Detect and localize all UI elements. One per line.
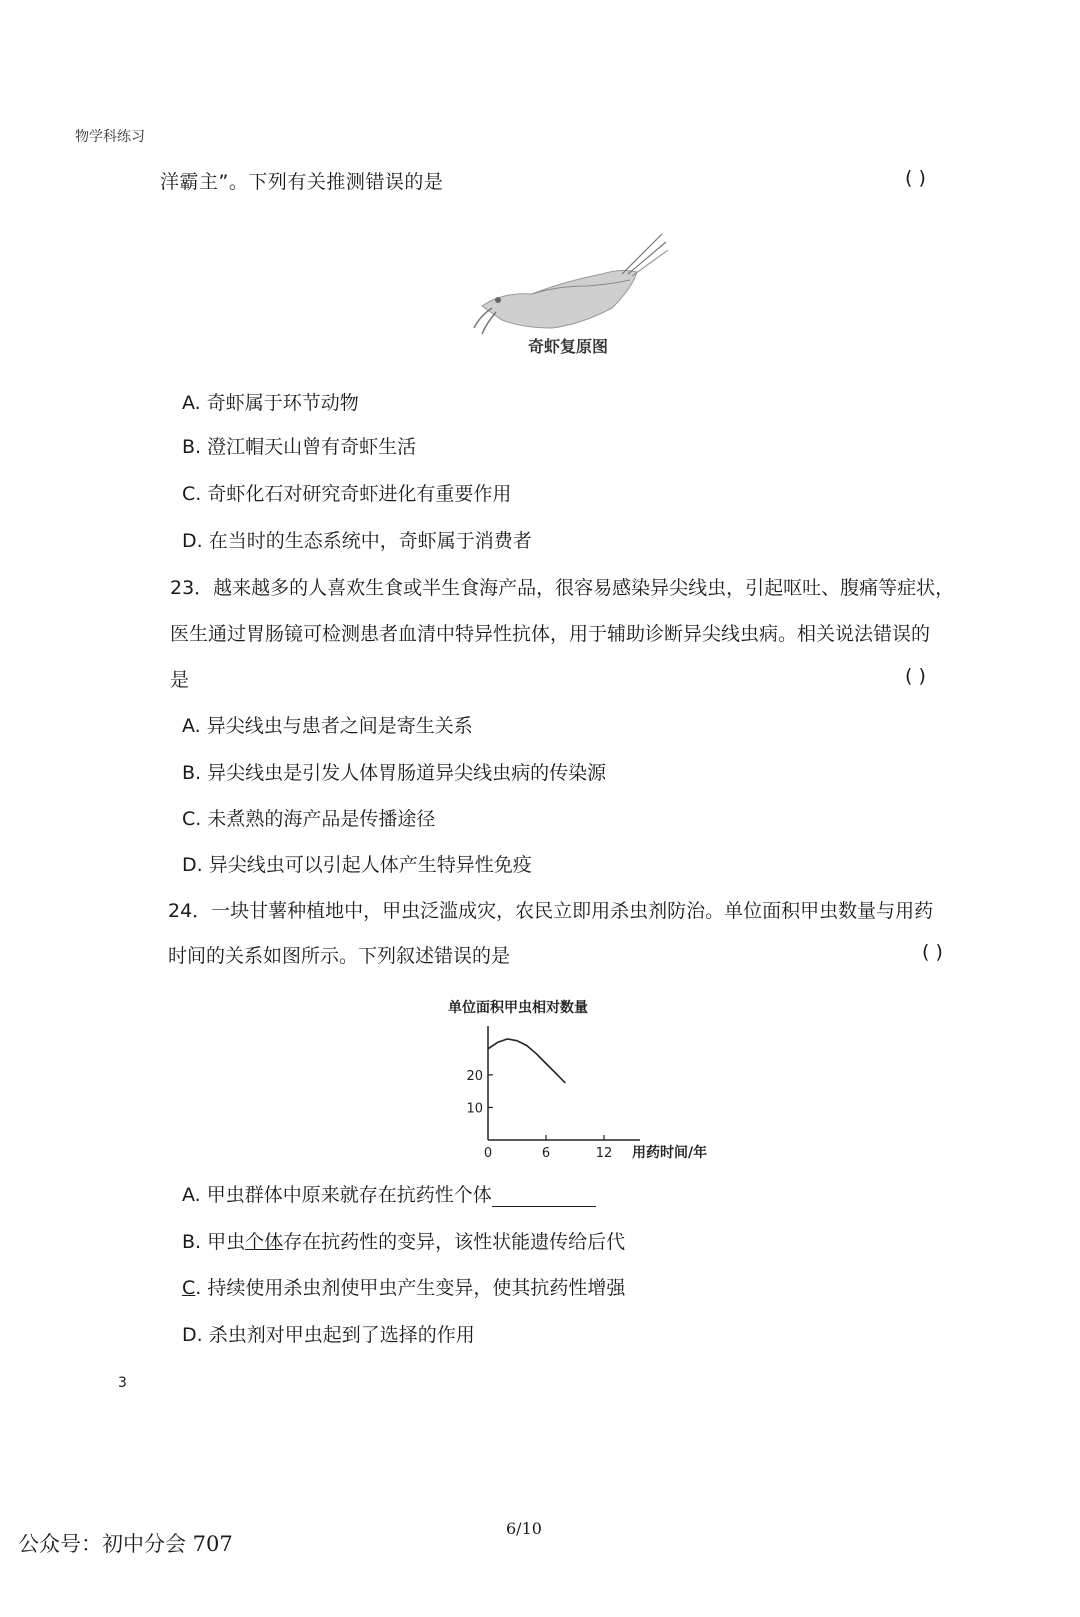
figure-caption: 奇虾复原图 — [527, 337, 609, 356]
q22-option-d: D. 在当时的生态系统中，奇虾属于消费者 — [182, 530, 532, 552]
q22-option-b: B. 澄江帽天山曾有奇虾生活 — [182, 436, 417, 458]
q24-option-c-text: . 持续使用杀虫剂使甲虫产生变异，使其抗药性增强 — [195, 1277, 626, 1299]
q24-option-c — [182, 1273, 625, 1300]
q24-option-c-letter: C — [182, 1277, 196, 1299]
q22-stem-tail: 洋霸主”。下列有关推测错误的是 — [160, 171, 444, 193]
q24-option-a-text: A. 甲虫群体中原来就存在抗药性个体 — [182, 1184, 492, 1206]
left-page-number: 3 — [118, 1375, 127, 1391]
beetle-population-chart — [440, 990, 740, 1170]
q24-option-b-post: 存在抗药性的变异，该性状能遗传给后代 — [283, 1231, 626, 1253]
footer-wechat-text: 公众号：初中分会 707 — [18, 1532, 233, 1556]
q24-option-a — [182, 1180, 596, 1207]
q24-stem-line2: 时间的关系如图所示。下列叙述错误的是 — [168, 945, 511, 967]
q24-option-b-pre: B. 甲虫 — [182, 1231, 246, 1253]
q23-stem-line1: 23．越来越多的人喜欢生食或半生食海产品，很容易感染异尖线虫，引起呕吐、腹痛等症状， — [170, 577, 955, 599]
q23-stem-line2: 医生通过胃肠镜可检测患者血清中特异性抗体，用于辅助诊断异尖线虫病。相关说法错误的 — [170, 623, 931, 645]
q22-answer-paren: ( ) — [905, 167, 926, 189]
answer-blank — [492, 1186, 596, 1207]
y-tick-label-0: 10 — [466, 1101, 483, 1117]
q22-option-c: C. 奇虾化石对研究奇虾进化有重要作用 — [182, 483, 512, 505]
x-axis-label: 用药时间/年 — [632, 1145, 708, 1161]
page-number: 6/10 — [506, 1519, 542, 1538]
q24-answer-paren: ( ) — [922, 941, 943, 963]
q24-option-d: D. 杀虫剂对甲虫起到了选择的作用 — [182, 1324, 475, 1346]
x-tick-label-2: 12 — [595, 1146, 613, 1161]
chart-title: 单位面积甲虫相对数量 — [448, 1000, 588, 1016]
q23-option-c: C. 未煮熟的海产品是传播途径 — [182, 808, 436, 830]
q23-option-d: D. 异尖线虫可以引起人体产生特异性免疫 — [182, 854, 532, 876]
subject-header: 物学科练习 — [75, 129, 145, 145]
series-line-0 — [488, 1039, 565, 1083]
q22-option-a: A. 奇虾属于环节动物 — [182, 392, 359, 414]
q23-option-a: A. 异尖线虫与患者之间是寄生关系 — [182, 715, 473, 737]
q24-stem-line1: 24．一块甘薯种植地中，甲虫泛滥成灾，农民立即用杀虫剂防治。单位面积甲虫数量与用药 — [168, 900, 934, 922]
q23-option-b: B. 异尖线虫是引发人体胃肠道异尖线虫病的传染源 — [182, 762, 607, 784]
q24-option-b — [182, 1227, 625, 1254]
q23-stem-line3: 是 — [170, 669, 190, 691]
q23-answer-paren: ( ) — [905, 665, 926, 687]
x-tick-label-0: 0 — [483, 1146, 493, 1161]
x-tick-label-1: 6 — [541, 1146, 551, 1161]
q24-option-b-underlined: 个体 — [245, 1231, 284, 1253]
anomalocaris-figure — [462, 228, 674, 360]
y-tick-label-1: 20 — [466, 1068, 483, 1084]
